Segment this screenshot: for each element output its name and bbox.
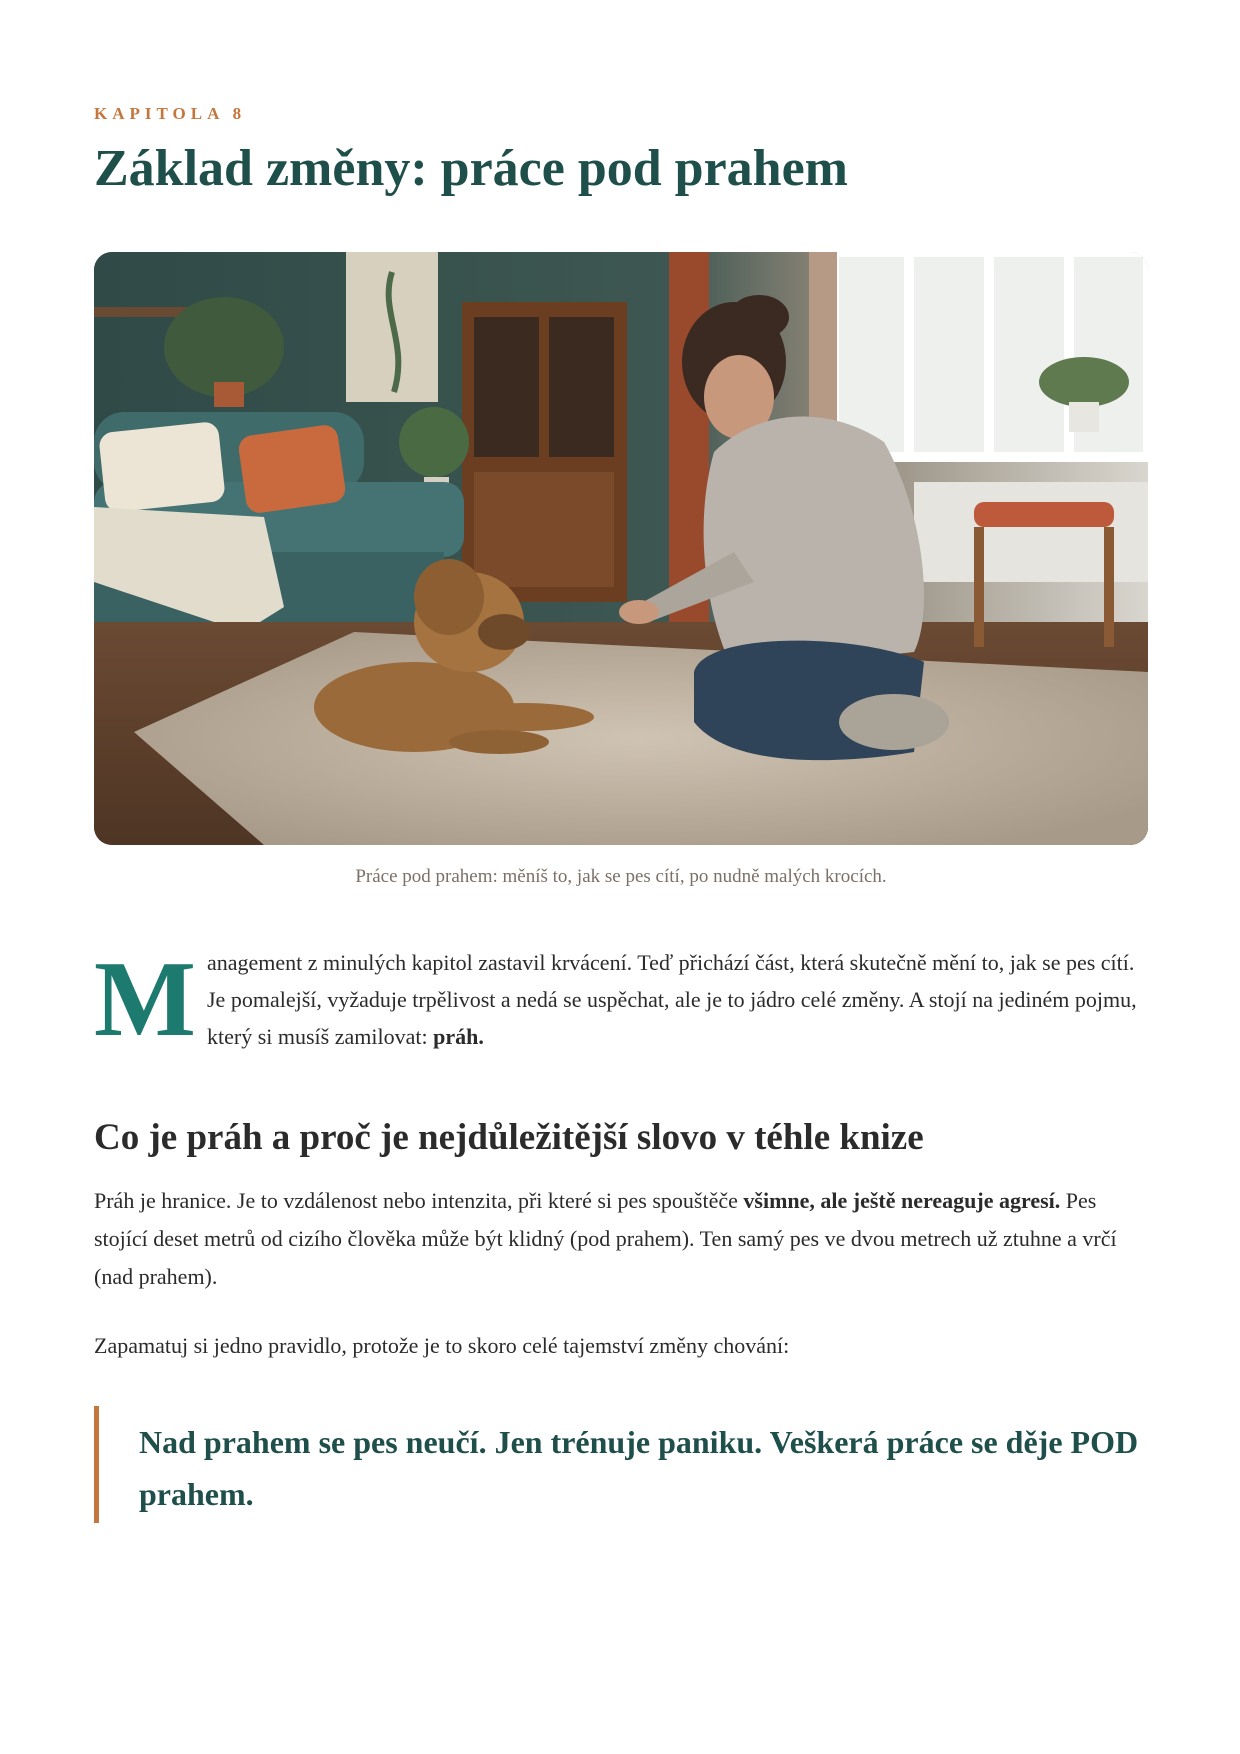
para1-text-end: Pes stojící deset metrů od cizího člověka může být klidný (pod prahem). Ten samý pes ve dvou metrech už ztuhne a vrčí (nad prahem).	[94, 1188, 1117, 1289]
figure-caption: Práce pod prahem: měníš to, jak se pes cítí, po nudně malých krocích.	[355, 866, 887, 887]
dropcap-letter: M	[94, 940, 196, 1059]
intro-text-body: anagement z minulých kapitol zastavil krvácení. Teď přichází část, která skutečně mění to, jak se pes cítí. Je pomalejší, vyžaduje trpělivost a nedá se uspěchat, ale je to jádro celé změny. A stojí na jediném pojmu, který si musíš zamilovat:	[207, 950, 1137, 1049]
chapter-title: Základ změny: práce pod prahem	[94, 140, 848, 197]
section-paragraph-2: Zapamatuj si jedno pravidlo, protože je to skoro celé tajemství změny chování:	[94, 1333, 790, 1358]
section-paragraph-1	[94, 1182, 1148, 1296]
chapter-illustration	[94, 252, 1148, 845]
intro-text	[207, 944, 1148, 1055]
illustration-scene	[94, 252, 1148, 845]
key-rule-quote	[94, 1406, 1148, 1523]
quote-text: Nad prahem se pes neučí. Jen trénuje paniku. Veškerá práce se děje POD prahem.	[139, 1424, 1139, 1512]
section-heading: Co je práh a proč je nejdůležitější slovo v téhle knize	[94, 1117, 924, 1158]
para1-text-start: Práh je hranice. Je to vzdálenost nebo intenzita, při které si pes spouštěče	[94, 1188, 744, 1213]
para1-bold-text: všimne, ale ještě nereaguje agresí.	[743, 1188, 1061, 1213]
chapter-kicker: KAPITOLA 8	[94, 104, 247, 123]
intro-key-term: práh.	[433, 1024, 484, 1049]
